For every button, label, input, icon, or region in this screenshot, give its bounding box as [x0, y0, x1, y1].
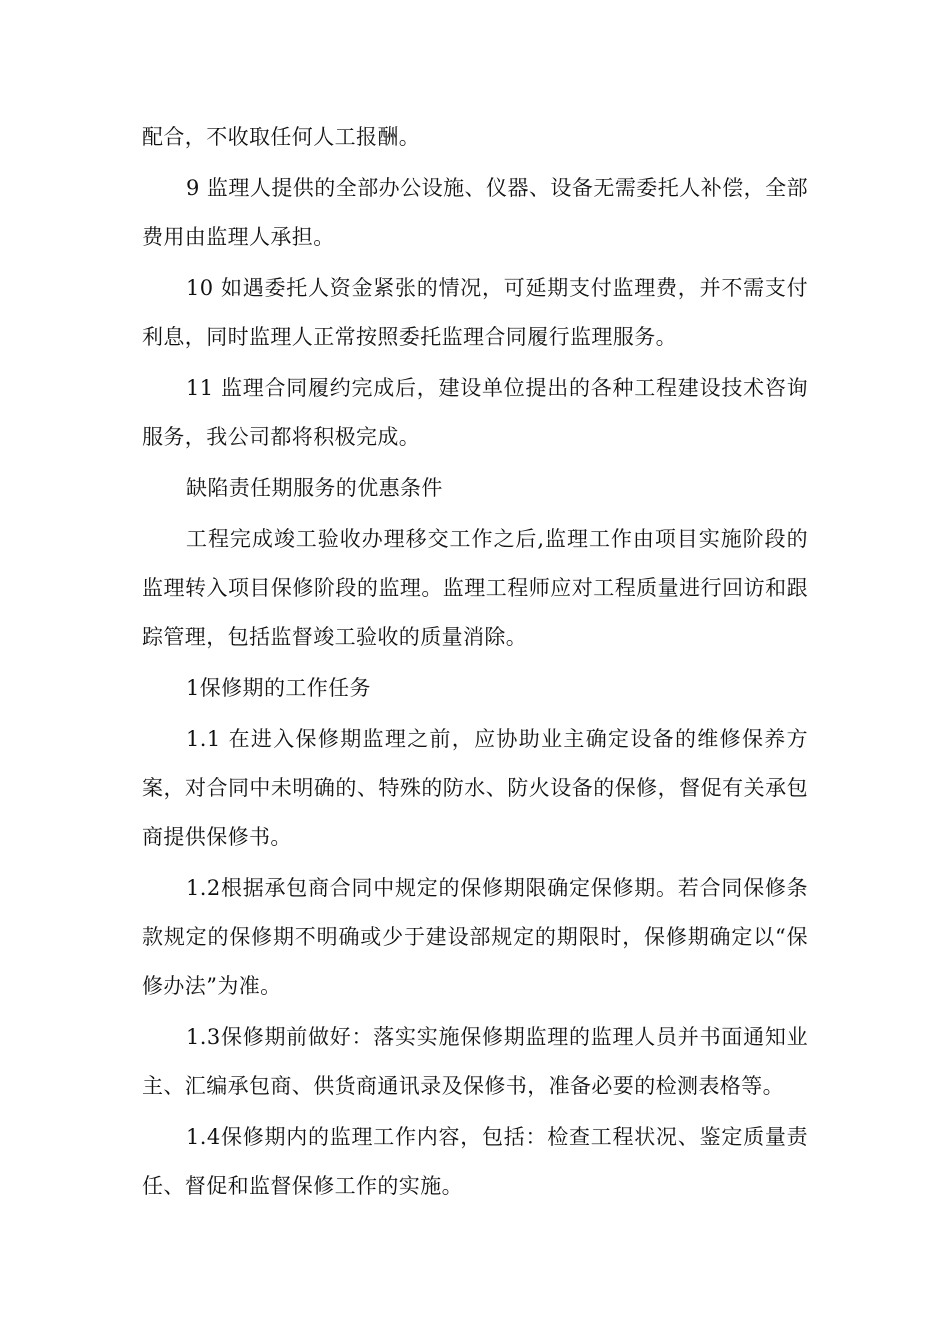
paragraph-item-1-1: 1.1 在进入保修期监理之前，应协助业主确定设备的维修保养方案，对合同中未明确的、特殊的防水、防火设备的保修，督促有关承包商提供保修书。 [142, 727, 808, 849]
paragraph-item-9: 9 监理人提供的全部办公设施、仪器、设备无需委托人补偿，全部费用由监理人承担。 [142, 176, 808, 249]
paragraph-item-1-4: 1.4保修期内的监理工作内容，包括：检查工程状况、鉴定质量责任、督促和监督保修工作的实施。 [142, 1125, 808, 1198]
section-heading-warranty-tasks: 1保修期的工作任务 [186, 676, 371, 700]
paragraph-item-11: 11 监理合同履约完成后，建设单位提出的各种工程建设技术咨询服务，我公司都将积极完成。 [142, 376, 808, 449]
paragraph-continuation: 配合，不收取任何人工报酬。 [142, 125, 421, 149]
section-heading-defect-period: 缺陷责任期服务的优惠条件 [186, 476, 443, 500]
paragraph-defect-intro: 工程完成竣工验收办理移交工作之后,监理工作由项目实施阶段的监理转入项目保修阶段的监理。监理工程师应对工程质量进行回访和跟踪管理，包括监督竣工验收的质量消除。 [142, 527, 808, 649]
paragraph-item-10: 10 如遇委托人资金紧张的情况，可延期支付监理费，并不需支付利息，同时监理人正常按照委托监理合同履行监理服务。 [142, 276, 808, 349]
paragraph-item-1-2: 1.2根据承包商合同中规定的保修期限确定保修期。若合同保修条款规定的保修期不明确或少于建设部规定的期限时，保修期确定以“保修办法”为准。 [142, 876, 808, 998]
paragraph-item-1-3: 1.3保修期前做好：落实实施保修期监理的监理人员并书面通知业主、汇编承包商、供货商通讯录及保修书，准备必要的检测表格等。 [142, 1025, 808, 1098]
